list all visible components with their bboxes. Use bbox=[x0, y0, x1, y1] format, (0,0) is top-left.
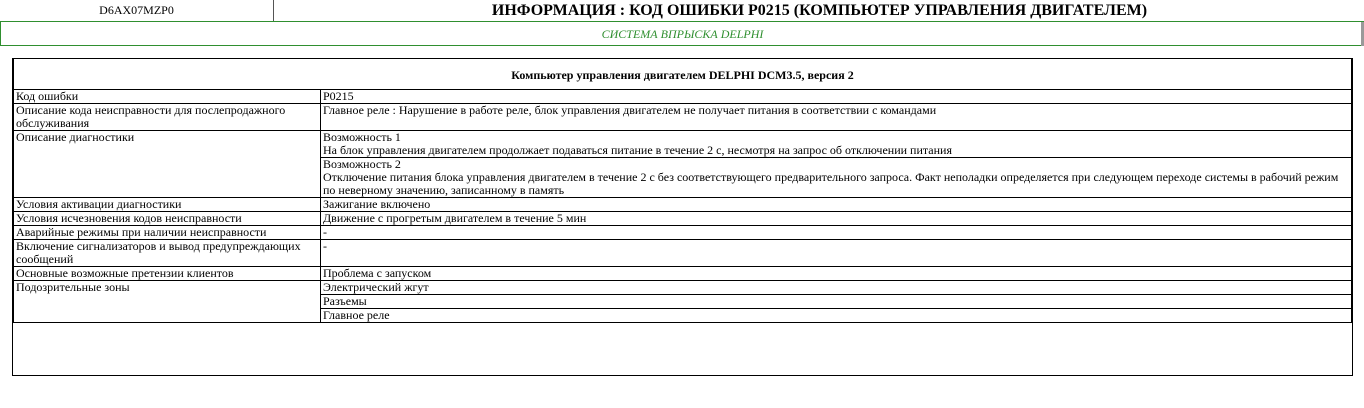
table-row bbox=[14, 281, 1352, 295]
table-row bbox=[14, 90, 1352, 104]
row-label-emergency: Аварийные режимы при наличии неисправности bbox=[14, 226, 321, 240]
table-row bbox=[14, 104, 1352, 131]
table-row bbox=[14, 267, 1352, 281]
zone-item: Главное реле bbox=[321, 309, 1352, 323]
fault-info-table bbox=[13, 58, 1352, 323]
row-value-description: Главное реле : Нарушение в работе реле, блок управления двигателем не получает питания в соответствии с командами bbox=[321, 104, 1352, 131]
system-subtitle: СИСТЕМА ВПРЫСКА DELPHI bbox=[0, 22, 1364, 46]
row-value-possibility-2 bbox=[321, 158, 1352, 198]
page-title: ИНФОРМАЦИЯ : КОД ОШИБКИ P0215 (КОМПЬЮТЕР УПРАВЛЕНИЯ ДВИГАТЕЛЕМ) bbox=[491, 2, 1148, 19]
row-value-emergency: - bbox=[321, 226, 1352, 240]
table-row bbox=[14, 226, 1352, 240]
row-value-clearing: Движение с прогретым двигателем в течение 5 мин bbox=[321, 212, 1352, 226]
document-header bbox=[0, 0, 1364, 22]
table-row bbox=[14, 240, 1352, 267]
possibility-1-title: Возможность 1 bbox=[323, 130, 401, 144]
possibility-2-title: Возможность 2 bbox=[323, 157, 401, 171]
row-label-complaints: Основные возможные претензии клиентов bbox=[14, 267, 321, 281]
table-row bbox=[14, 212, 1352, 226]
row-value-complaints: Проблема с запуском bbox=[321, 267, 1352, 281]
possibility-2-text: Отключение питания блока управления двигателем в течение 2 с без соответствующего предварительного запроса. Факт неполадки определяется при следующем переходе системы в рабочий режим по неверному значению, записанному в память bbox=[323, 170, 1339, 197]
table-caption-row bbox=[14, 59, 1352, 90]
row-label-warnings: Включение сигнализаторов и вывод предупреждающих сообщений bbox=[14, 240, 321, 267]
row-value-code: P0215 bbox=[321, 90, 1352, 104]
document-code: D6AX07MZP0 bbox=[0, 0, 274, 21]
row-label-activation: Условия активации диагностики bbox=[14, 198, 321, 212]
possibility-1-text: На блок управления двигателем продолжает подаваться питание в течение 2 с, несмотря на запрос об отключении питания bbox=[323, 143, 952, 157]
row-label-zones: Подозрительные зоны bbox=[14, 281, 321, 323]
table-row bbox=[14, 198, 1352, 212]
row-value-possibility-1 bbox=[321, 131, 1352, 158]
table-row bbox=[14, 131, 1352, 158]
row-label-diagnostics: Описание диагностики bbox=[14, 131, 321, 198]
row-label-code: Код ошибки bbox=[14, 90, 321, 104]
row-label-clearing: Условия исчезновения кодов неисправности bbox=[14, 212, 321, 226]
zone-item: Разъемы bbox=[321, 295, 1352, 309]
zone-item: Электрический жгут bbox=[321, 281, 1352, 295]
row-value-warnings: - bbox=[321, 240, 1352, 267]
row-value-activation: Зажигание включено bbox=[321, 198, 1352, 212]
row-label-description: Описание кода неисправности для послепродажного обслуживания bbox=[14, 104, 321, 131]
table-caption: Компьютер управления двигателем DELPHI DCM3.5, версия 2 bbox=[14, 59, 1352, 90]
